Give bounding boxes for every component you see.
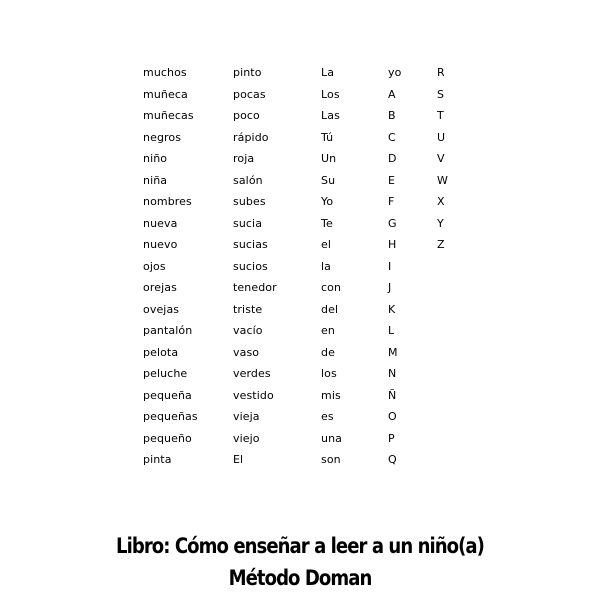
word-item: K <box>388 302 396 316</box>
word-item: D <box>388 152 397 165</box>
word-item: Ñ <box>388 388 397 402</box>
word-item: muchos <box>143 66 187 79</box>
word-item: viejo <box>233 431 260 445</box>
word-item: la <box>321 259 331 273</box>
word-item: vestido <box>233 388 274 402</box>
word-item: pequeño <box>143 431 192 445</box>
word-column-2 <box>233 62 277 471</box>
word-item: Su <box>321 173 336 187</box>
word-list <box>0 62 600 482</box>
word-item: H <box>388 238 397 251</box>
word-item: pelota <box>143 345 179 359</box>
word-item: Los <box>321 87 340 101</box>
word-item: P <box>388 431 395 445</box>
word-item: O <box>388 410 397 423</box>
word-item: Te <box>321 216 333 230</box>
word-item: X <box>437 195 445 208</box>
word-item: L <box>388 324 395 337</box>
word-item: pequeñas <box>143 410 198 423</box>
word-item: Un <box>321 152 337 165</box>
word-item: ovejas <box>143 302 180 316</box>
word-item: U <box>437 130 446 144</box>
word-item: sucios <box>233 259 268 273</box>
word-item: Las <box>321 109 340 122</box>
word-item: sucia <box>233 216 263 230</box>
word-item: subes <box>233 195 266 208</box>
word-item: negros <box>143 130 182 144</box>
word-item: niño <box>143 152 168 165</box>
word-column-4 <box>388 62 401 471</box>
word-item: es <box>321 410 334 423</box>
word-column-1 <box>143 62 198 471</box>
word-item: T <box>437 109 444 122</box>
word-item: W <box>437 173 448 187</box>
word-item: N <box>388 367 397 380</box>
word-item: pinto <box>233 66 262 79</box>
word-item: pantalón <box>143 324 193 337</box>
word-item: verdes <box>233 367 271 380</box>
word-item: sucias <box>233 238 268 251</box>
word-item: Yo <box>321 195 334 208</box>
word-item: los <box>321 367 337 380</box>
word-item: Tú <box>321 130 334 144</box>
word-item: triste <box>233 302 263 316</box>
word-item: C <box>388 130 396 144</box>
word-item: el <box>321 238 332 251</box>
word-item: rápido <box>233 130 269 144</box>
word-item: salón <box>233 173 263 187</box>
word-item: nuevo <box>143 238 178 251</box>
word-item: vieja <box>233 410 260 423</box>
word-item: de <box>321 345 335 359</box>
word-item: en <box>321 324 335 337</box>
word-item: El <box>233 453 244 466</box>
word-item: peluche <box>143 367 188 380</box>
word-item: nombres <box>143 195 192 208</box>
word-item: del <box>321 302 339 316</box>
word-column-3 <box>321 62 342 471</box>
word-item: Z <box>437 238 445 251</box>
word-item: tenedor <box>233 281 277 294</box>
book-title: Libro: Cómo enseñar a leer a un niño(a) <box>116 534 484 558</box>
word-item: Q <box>388 453 397 466</box>
word-item: V <box>437 152 445 165</box>
word-item: I <box>388 259 392 273</box>
word-item: Y <box>437 216 444 230</box>
word-item: vaso <box>233 345 260 359</box>
word-item: son <box>321 453 341 466</box>
word-item: ojos <box>143 259 166 273</box>
word-item: pequeña <box>143 388 192 402</box>
word-item: muñecas <box>143 109 194 122</box>
word-column-5 <box>437 62 448 256</box>
word-item: con <box>321 281 342 294</box>
word-item: B <box>388 109 396 122</box>
word-item: nueva <box>143 216 178 230</box>
word-item: M <box>388 345 398 359</box>
word-item: A <box>388 87 396 101</box>
word-item: La <box>321 66 335 79</box>
word-item: niña <box>143 173 168 187</box>
word-item: poco <box>233 109 260 122</box>
word-item: G <box>388 216 397 230</box>
word-item: S <box>437 87 445 101</box>
word-item: pinta <box>143 453 172 466</box>
word-item: orejas <box>143 281 177 294</box>
word-item: pocas <box>233 87 266 101</box>
word-item: E <box>388 173 396 187</box>
word-item: mis <box>321 388 341 402</box>
method-name: Método Doman <box>228 566 372 590</box>
word-item: muñeca <box>143 87 188 101</box>
word-item: R <box>437 66 445 79</box>
word-item: roja <box>233 152 255 165</box>
word-item: vacío <box>233 324 263 337</box>
word-item: una <box>321 431 342 445</box>
word-item: F <box>388 195 395 208</box>
word-item: J <box>388 281 392 294</box>
word-item: yo <box>388 66 402 79</box>
